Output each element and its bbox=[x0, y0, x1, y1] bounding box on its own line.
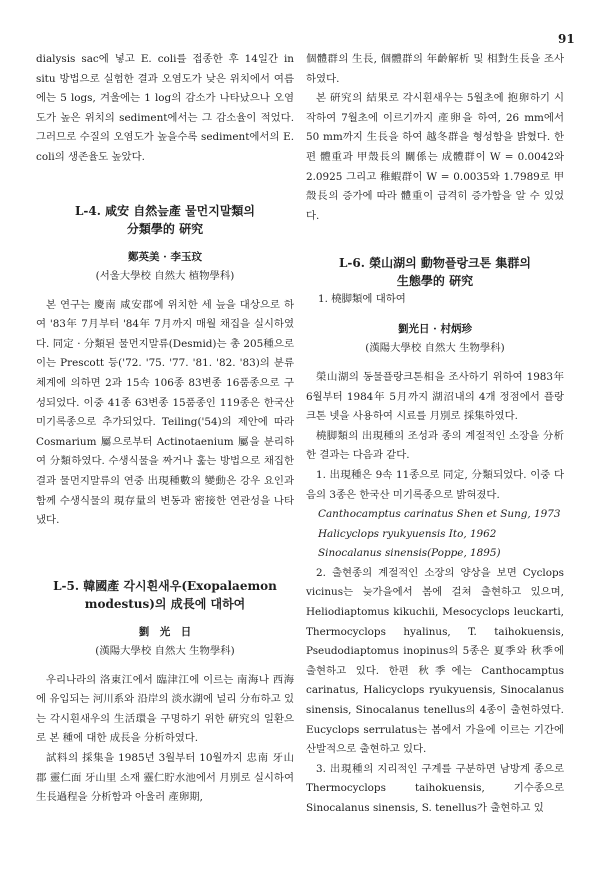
l6-title-line1: L-6. 榮山湖의 動物플랑크톤 集群의 bbox=[338, 256, 532, 271]
l6-title-line2: 生態學的 硏究 bbox=[396, 274, 474, 289]
page-number: 91 bbox=[558, 32, 575, 46]
l5-title-line1: L-5. 韓國產 각시흰새우(Exopalaemon bbox=[53, 578, 277, 593]
l4-title-line1: L-4. 咸安 自然늪產 물먼지말類의 bbox=[74, 203, 256, 218]
l4-authors: 鄭英美 · 李玉玟 bbox=[128, 250, 202, 263]
intro-paragraph: dialysis sac에 넣고 E. coli를 접종한 후 14일간 in situ 방법으로 실험한 결과 오염도가 낮은 위치에서 여름에는 5 logs, 겨울에는 1 log의 감소가 나타났으나 오염도가 높은 위치의 sediment에서는 그 감소율이 적었다. 그러므로 수질의 오염도가 높을수록 sediment에서의 E. coli의 생존율도 높았다. bbox=[36, 53, 294, 163]
l6-body-5: 3. 出現種의 지리적인 구계를 구분하면 남방계 종으로 Thermocyclops taihokuensis, 기수종으로 Sinocalanus sinensis, S. tenellus가 출현하고 있 bbox=[306, 762, 564, 814]
l4-title-line2: 分類學的 硏究 bbox=[126, 221, 204, 236]
l6-body-2: 橈脚類의 出現種의 조성과 종의 계절적인 소장을 分析한 결과는 다음과 같다. bbox=[306, 429, 564, 462]
l6-subtitle: 1. 橈脚類에 대하여 bbox=[318, 293, 406, 306]
l4-affiliation: (서울大學校 自然大 植物學科) bbox=[95, 269, 235, 282]
right-column bbox=[306, 50, 564, 819]
l5-results: 본 硏究의 結果로 각시흰새우는 5월초에 抱卵하기 시작하여 7월초에 이르기까지 產卵을 하여, 26 mm에서 50 mm까지 生長을 하여 越冬群을 형성함을 밝혔다. 한편 體重과 甲殼長의 關係는 成體群이 W = 0.0042와 2.0925 그리고 稚蝦群이 W = 0.0035와 1.7989로 甲殼長의 증가에 따라 體重이 급격히 증가함을 알 수 있었다. bbox=[306, 92, 564, 222]
l4-body: 본 연구는 慶南 咸安郡에 위치한 세 늪을 대상으로 하여 '83年 7月부터 '84年 7月까지 매월 채집을 실시하였다. 同定 · 分類된 물먼지말류(Desmid)는 총 205種으로 이는 Prescott 등('72. '75. '77. '81. '82. '83)의 분류체계에 의하면 2과 15속 106종 83변종 16품종으로 구성되었다. 이중 41종 63변종 15품종인 119종은 한국산 미기록종으로 추가되었다. Teiling('54)의 제안에 따라 Cosmarium 屬으로부터 Actinotaenium 屬을 분리하여 分類하였다. 수생식물을 짜거나 훑는 방법으로 채집한 결과 물먼지말류의 연중 出現種數의 變動은 강우 요인과 함께 수생식물의 現存量의 변동과 密接한 연관성을 나타냈다. bbox=[36, 298, 294, 527]
l5-body-2: 試料의 採集을 1985년 3월부터 10월까지 忠南 牙山郡 靈仁面 牙山里 소재 靈仁貯水池에서 月別로 실시하여 生長過程을 分析함과 아울러 產卵期, bbox=[36, 752, 294, 804]
l6-authors: 劉光日 · 村炳珍 bbox=[398, 322, 472, 335]
l6-body-1: 榮山湖의 동물플랑크톤相을 조사하기 위하여 1983年 6월부터 1984年 5月까지 湖沼내의 4개 정점에서 플랑크톤 넷을 사용하여 시료를 月別로 採集하였다. bbox=[306, 370, 564, 423]
l5-body-1: 우리나라의 洛東江에서 臨津江에 이르는 南海나 西海에 유입되는 河川系와 沿岸의 淡水湖에 널리 分布하고 있는 각시흰새우의 生活環을 구명하기 위한 硏究의 일환으로 본 種에 대한 成長을 分析하였다. bbox=[36, 673, 294, 745]
l6-body-3: 1. 出現種은 9속 11종으로 同定, 分類되었다. 이중 다음의 3종은 한국산 미기록종으로 밝혀졌다. bbox=[306, 468, 564, 501]
species-item: Halicyclops ryukyuensis Ito, 1962 bbox=[318, 527, 497, 540]
l5-authors: 劉 光 日 bbox=[138, 625, 192, 638]
l5-continuation: 個體群의 生長, 個體群의 年齡解析 및 相對生長을 조사하였다. bbox=[306, 53, 564, 85]
l6-affiliation: (漢陽大學校 自然大 生物學科) bbox=[365, 341, 505, 354]
l6-body-4: 2. 출현종의 계절적인 소장의 양상을 보면 Cyclops vicinus는 늦가을에서 봄에 걸쳐 출현하고 있으며, Heliodiaptomus kikuchii, Mesocyclops leuckarti, Thermocyclops hyalinus, T. taihokuensis, Pseudodiaptomus inopinus의 5종은 夏季와 秋季에 출현하고 있다. 한편 秋季에는 Canthocamptus carinatus, Halicyclops ryukyuensis, Sinocalanus sinensis, Sinocalanus tenellus의 4종이 출현하였다. Eucyclops serrulatus는 봄에서 가을에 이르는 기간에 산발적으로 출현하고 있다. bbox=[306, 566, 564, 756]
l5-title-line2: modestus)의 成長에 대하여 bbox=[84, 596, 246, 611]
species-item: Sinocalanus sinensis(Poppe, 1895) bbox=[318, 547, 501, 560]
left-column bbox=[36, 50, 294, 808]
species-item: Canthocamptus carinatus Shen et Sung, 1973 bbox=[318, 508, 561, 521]
l5-affiliation: (漢陽大學校 自然大 生物學科) bbox=[95, 644, 235, 657]
